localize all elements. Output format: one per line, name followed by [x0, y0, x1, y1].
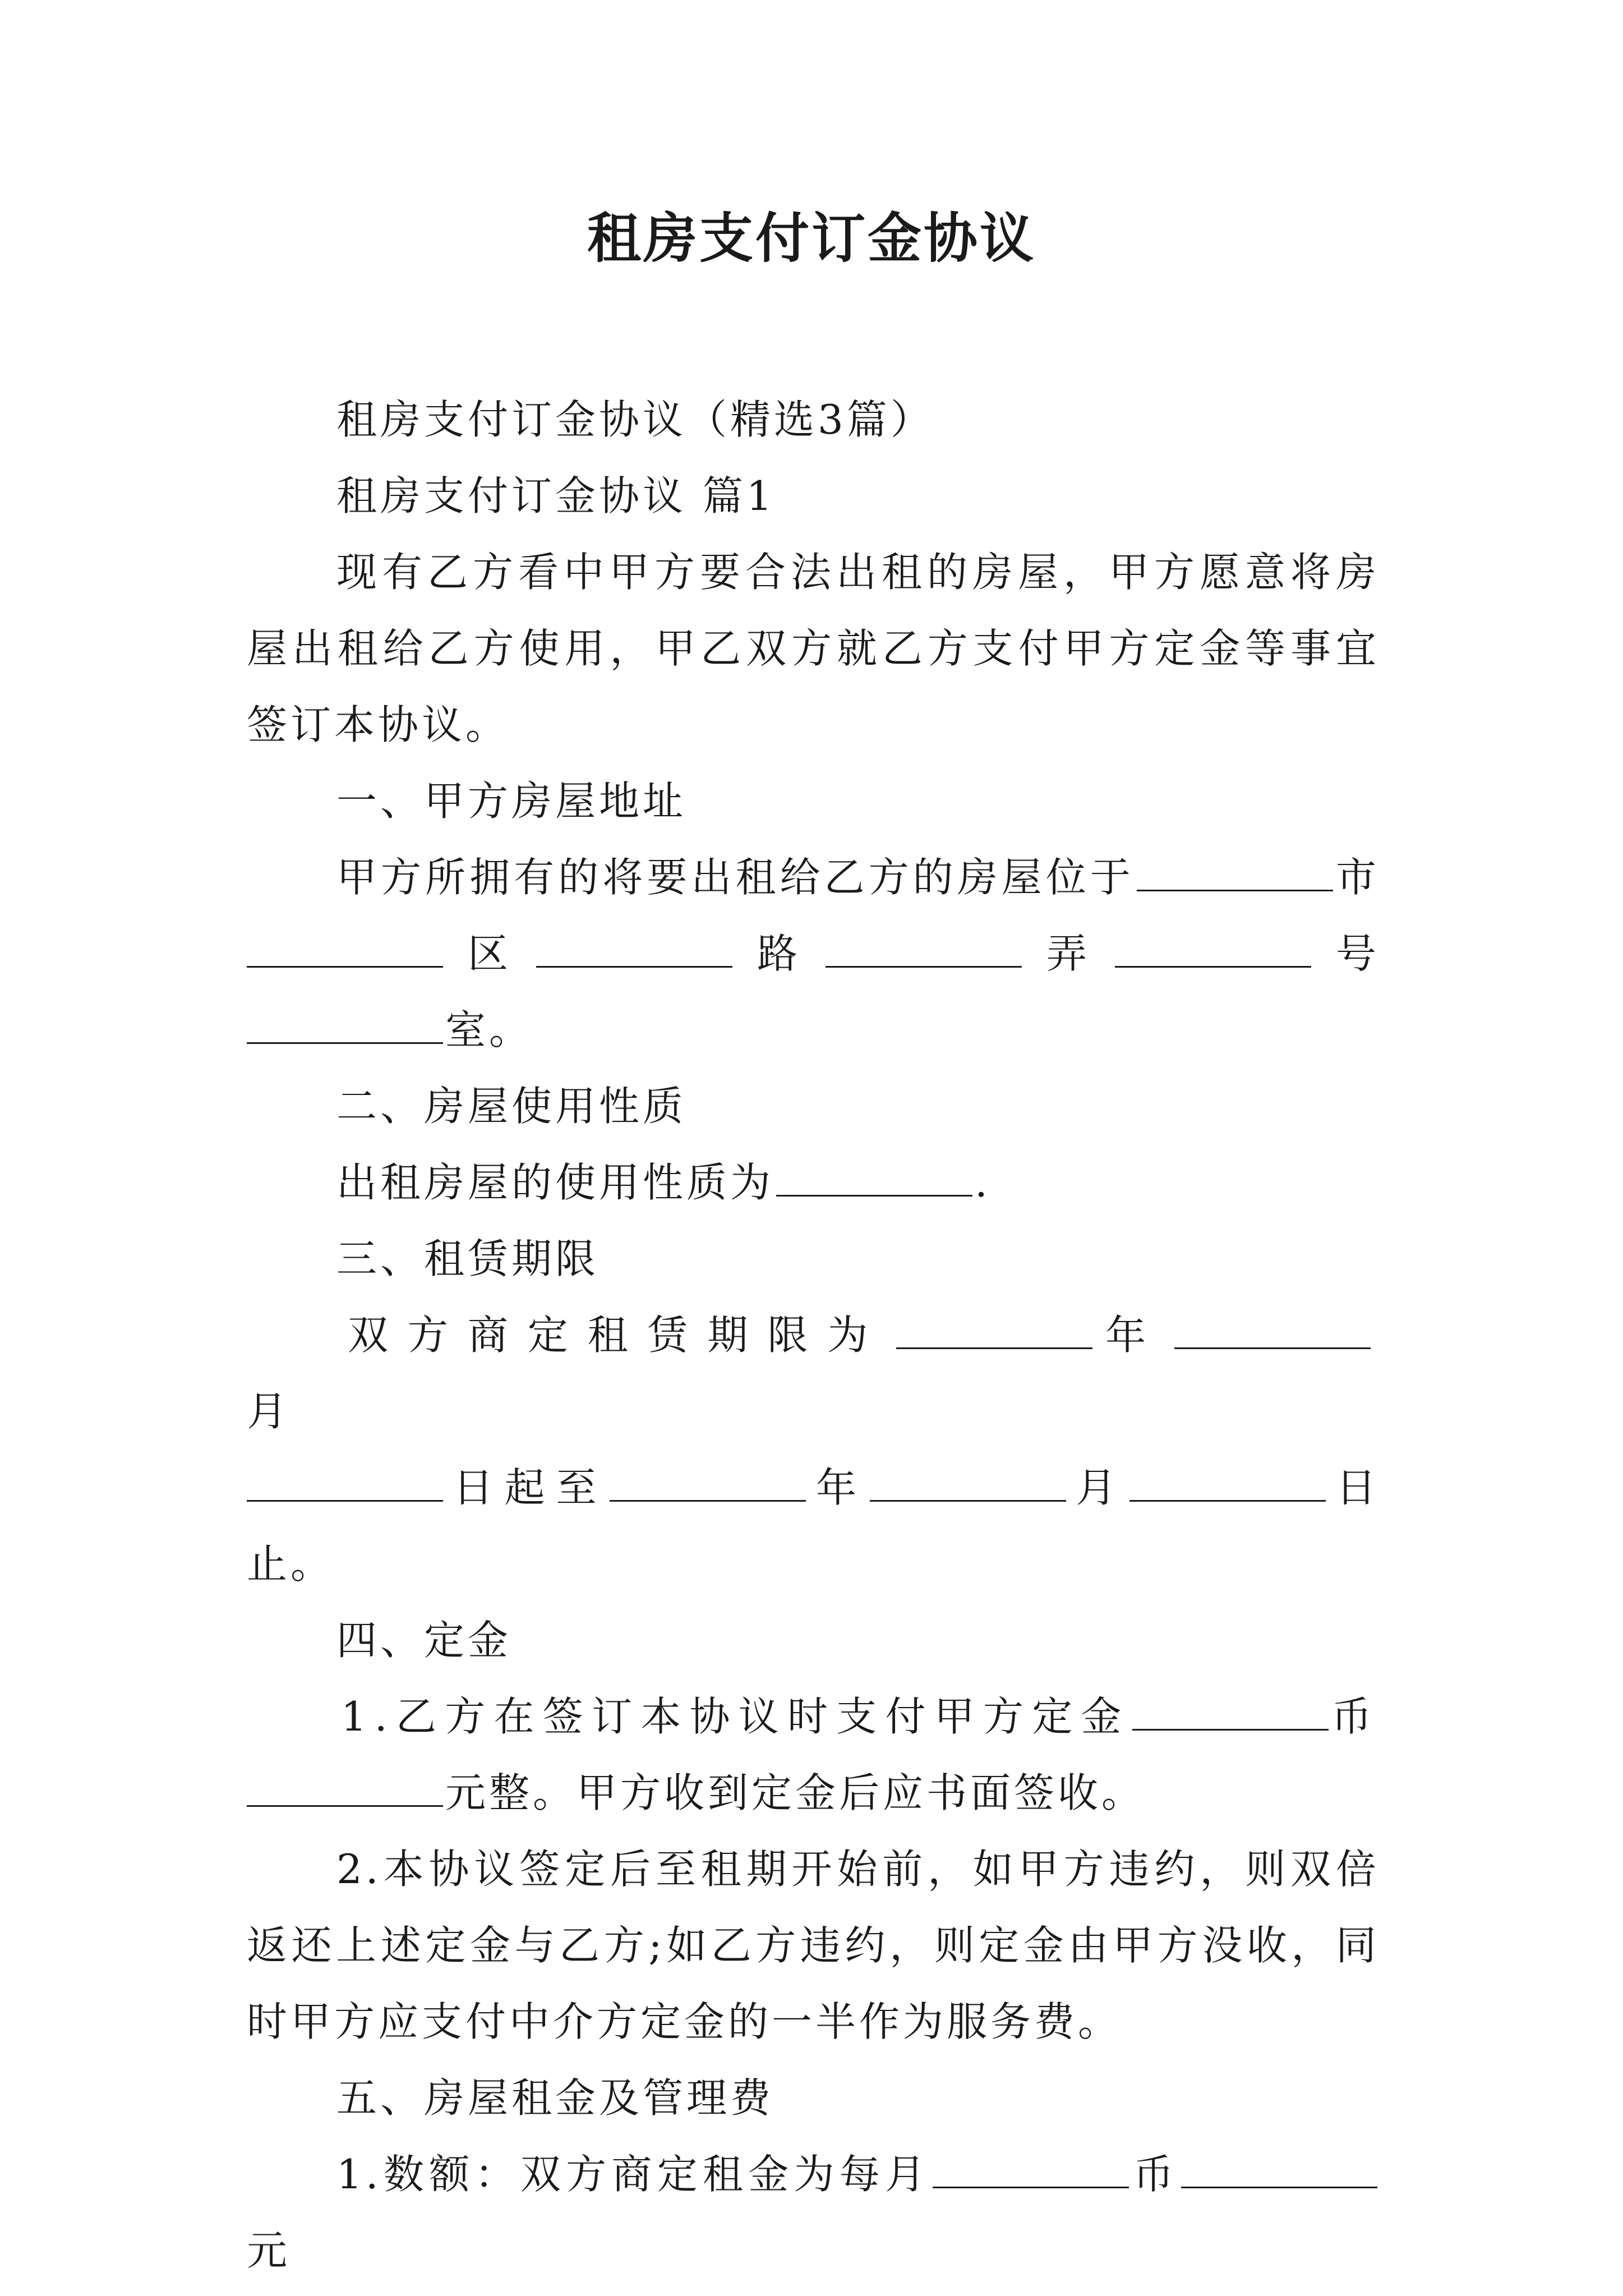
address-paragraph-line2: [247, 915, 1380, 992]
term-year2-label: 年: [808, 1464, 868, 1511]
term-day-to: 日止。: [247, 1464, 1380, 1588]
term-month-label: 月: [247, 1388, 303, 1435]
road-blank: [536, 929, 732, 968]
rent-unit: 元: [247, 2227, 291, 2274]
district-blank: [247, 929, 443, 968]
heading-rent: 五、房屋租金及管理费: [336, 2074, 774, 2122]
deposit-item-1: [247, 1678, 1380, 1755]
lane-blank: [826, 929, 1022, 968]
term-month2-label: 月: [1068, 1464, 1128, 1511]
room-label: 室。: [445, 1006, 533, 1053]
rent-item-1: [247, 2136, 1380, 2289]
term-month2-blank: [870, 1463, 1066, 1502]
deposit-item-1-line2: [247, 1755, 1380, 1831]
term-year-label: 年: [1101, 1312, 1165, 1359]
usage-suffix: .: [975, 1159, 991, 1206]
document-title: 租房支付订金协议: [587, 207, 1036, 270]
deposit1-currency: 币: [1330, 1693, 1380, 1740]
term-day-from: 日起至: [445, 1464, 608, 1511]
deposit1-prefix: 1.乙方在签订本协议时支付甲方定金: [341, 1693, 1130, 1740]
rent-currency-blank: [933, 2150, 1129, 2188]
heading-term: 三、租赁期限: [336, 1235, 600, 1282]
city-label: 市: [1335, 854, 1380, 901]
subtitle-line: 租房支付订金协议（精选3篇）: [336, 396, 934, 443]
deposit1-suffix: 元整。甲方收到定金后应书面签收。: [445, 1769, 1146, 1816]
deposit-amount-blank: [247, 1768, 443, 1807]
term-day-blank: [247, 1463, 443, 1502]
city-blank: [1137, 853, 1333, 891]
rent-currency: 币: [1131, 2151, 1179, 2198]
rent-amount-blank: [1181, 2150, 1377, 2188]
lane-label: 弄: [1030, 930, 1106, 977]
road-label: 路: [741, 930, 817, 977]
section-heading: 租房支付订金协议 篇1: [336, 472, 776, 519]
district-label: 区: [452, 930, 527, 977]
heading-deposit: 四、定金: [336, 1617, 512, 1664]
rent-prefix: 1.数额：双方商定租金为每月: [336, 2151, 931, 2198]
usage-blank: [776, 1158, 972, 1197]
heading-usage: 二、房屋使用性质: [336, 1083, 687, 1130]
address-prefix: 甲方所拥有的将要出租给乙方的房屋位于: [336, 854, 1135, 901]
term-month-blank: [1174, 1310, 1371, 1349]
number-blank: [1115, 929, 1311, 968]
number-label: 号: [1320, 930, 1380, 977]
deposit-currency-blank: [1132, 1692, 1329, 1731]
term-day2-blank: [1129, 1463, 1326, 1502]
document-body: [247, 381, 1380, 2289]
usage-paragraph: [247, 1144, 1380, 1221]
term-paragraph: [247, 1297, 1380, 1450]
heading-address: 一、甲方房屋地址: [336, 777, 687, 825]
term-paragraph-line2: [247, 1450, 1380, 1602]
address-paragraph-line3: [247, 992, 1380, 1068]
term-year-blank: [896, 1310, 1092, 1349]
intro-paragraph: 现有乙方看中甲方要合法出租的房屋，甲方愿意将房屋出租给乙方使用，甲乙双方就乙方支付甲方定金等事宜签订本协议。: [247, 549, 1380, 748]
address-paragraph: [247, 839, 1380, 915]
usage-prefix: 出租房屋的使用性质为: [336, 1159, 774, 1206]
term-prefix: 双方商定租赁期限为: [348, 1312, 888, 1359]
deposit-item-2: 2.本协议签定后至租期开始前，如甲方违约，则双倍返还上述定金与乙方;如乙方违约，则定金由甲方没收，同时甲方应支付中介方定金的一半作为服务费。: [247, 1846, 1380, 2045]
room-blank: [247, 1005, 443, 1044]
term-year2-blank: [610, 1463, 806, 1502]
